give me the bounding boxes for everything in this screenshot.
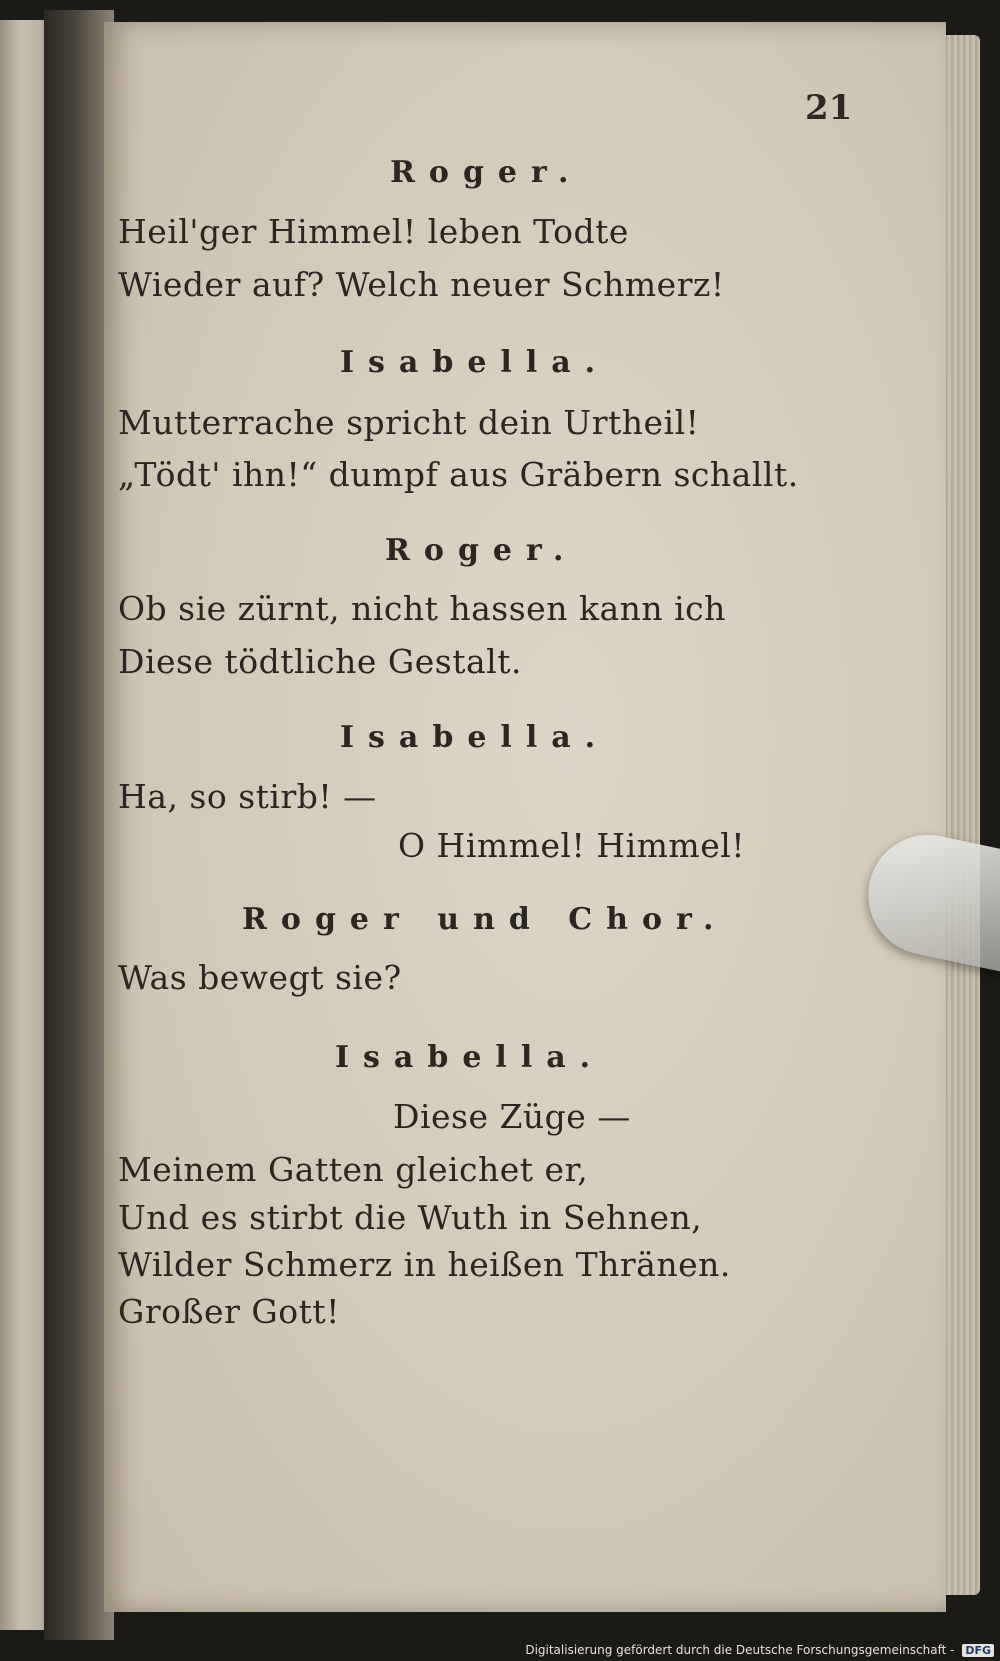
verse-line: „Tödt' ihn!“ dumpf aus Gräbern schallt. — [118, 455, 799, 494]
verse-line: Und es stirbt die Wuth in Sehnen, — [118, 1198, 703, 1237]
verse-line: Mutterrache spricht dein Urtheil! — [118, 403, 700, 442]
page-number: 21 — [805, 88, 853, 128]
dfg-logo-icon: DFG — [962, 1644, 994, 1657]
verse-line: Heil'ger Himmel! leben Todte — [118, 212, 629, 251]
verse-line: Ha, so stirb! — — [118, 777, 377, 816]
verse-line: Großer Gott! — [118, 1292, 340, 1331]
footer-text: Digitalisierung gefördert durch die Deutsche Forschungsgemeinschaft - — [525, 1643, 955, 1657]
speaker-name: Isabella. — [340, 345, 610, 380]
speaker-name: Roger. — [390, 155, 583, 190]
speaker-name: Isabella. — [340, 720, 610, 755]
verse-line: Ob sie zürnt, nicht hassen kann ich — [118, 589, 726, 628]
speaker-name: Roger. — [385, 533, 578, 568]
verse-line: Meinem Gatten gleichet er, — [118, 1150, 589, 1189]
speaker-name: Roger und Chor. — [242, 902, 728, 937]
speaker-name: Isabella. — [335, 1040, 605, 1075]
verse-line: Diese Züge — — [393, 1097, 631, 1136]
verse-line: Diese tödtliche Gestalt. — [118, 642, 522, 681]
verse-line: Wilder Schmerz in heißen Thränen. — [118, 1245, 731, 1284]
verse-line: O Himmel! Himmel! — [398, 826, 746, 865]
verse-line: Wieder auf? Welch neuer Schmerz! — [118, 265, 725, 304]
verse-line: Was bewegt sie? — [118, 958, 402, 997]
digitization-footer — [525, 1643, 994, 1657]
